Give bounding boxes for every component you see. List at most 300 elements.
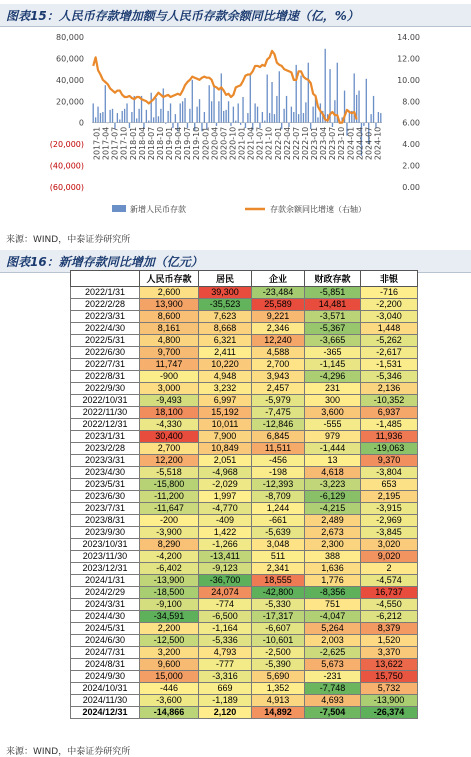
table-row (71, 287, 418, 299)
left-tick-label: 20,000 (56, 97, 84, 107)
x-tick-label: 2020-04 (210, 126, 220, 161)
bar (180, 103, 181, 122)
cell-date: 2022/7/31 (71, 359, 140, 371)
bar (136, 118, 137, 122)
cell-fiscal: -1,444 (305, 443, 361, 455)
cell-rmb-deposit: 9,600 (140, 659, 199, 671)
cell-rmb-deposit: 8,161 (140, 323, 199, 335)
bar (250, 75, 251, 123)
table-row (71, 695, 418, 707)
cell-household: 2,120 (199, 707, 252, 719)
cell-enterprise: 2,700 (252, 359, 305, 371)
bar (312, 107, 313, 123)
cell-nonbank: -5,262 (361, 335, 418, 347)
bar (276, 96, 277, 123)
bar (184, 98, 185, 123)
cell-household: 3,232 (199, 383, 252, 395)
cell-household: 7,900 (199, 431, 252, 443)
x-tick-label: 2024-07 (364, 126, 374, 161)
cell-household: 15,192 (199, 407, 252, 419)
bar (298, 114, 299, 123)
cell-date: 2023/9/30 (71, 527, 140, 539)
cell-rmb-deposit: -18,500 (140, 587, 199, 599)
table-row (71, 371, 418, 383)
cell-household: 10,220 (199, 359, 252, 371)
bar (218, 101, 219, 122)
bar (158, 116, 159, 122)
cell-enterprise: -12,393 (252, 479, 305, 491)
cell-nonbank: -4,574 (361, 575, 418, 587)
cell-fiscal: -1,145 (305, 359, 361, 371)
cell-fiscal: -2,625 (305, 647, 361, 659)
cell-rmb-deposit: -4,330 (140, 419, 199, 431)
cell-fiscal: -231 (305, 671, 361, 683)
table-row (71, 455, 418, 467)
cell-date: 2024/6/30 (71, 635, 140, 647)
x-tick-label: 2019-01 (165, 126, 175, 161)
table-row (71, 431, 418, 443)
table-row (71, 563, 418, 575)
cell-fiscal: 2,489 (305, 515, 361, 527)
cell-date: 2024/10/31 (71, 683, 140, 695)
table-header-row (71, 271, 418, 287)
bar (325, 49, 326, 123)
cell-fiscal: 2,300 (305, 539, 361, 551)
cell-date: 2022/6/30 (71, 347, 140, 359)
cell-household: -4,968 (199, 467, 252, 479)
table-row (71, 479, 418, 491)
table-row (71, 443, 418, 455)
cell-household: 6,321 (199, 335, 252, 347)
bar (225, 110, 226, 123)
cell-nonbank: 6,937 (361, 407, 418, 419)
cell-rmb-deposit: -5,518 (140, 467, 199, 479)
cell-date: 2024/8/31 (71, 659, 140, 671)
bar (93, 103, 94, 122)
cell-household: -409 (199, 515, 252, 527)
table-row (71, 407, 418, 419)
bar (151, 93, 152, 123)
bar (170, 103, 171, 122)
cell-fiscal: 4,693 (305, 695, 361, 707)
cell-nonbank: 5,732 (361, 683, 418, 695)
cell-household: -4,770 (199, 503, 252, 515)
cell-nonbank: 2,195 (361, 491, 418, 503)
x-tick-label: 2017-07 (110, 126, 120, 161)
x-tick-label: 2018-10 (155, 126, 165, 161)
table-row (71, 335, 418, 347)
bar (213, 85, 214, 123)
bar (167, 111, 168, 123)
right-tick-label: 4.00 (402, 140, 420, 150)
cell-date: 2024/1/31 (71, 575, 140, 587)
cell-fiscal: 3,600 (305, 407, 361, 419)
left-tick-label: 40,000 (56, 75, 84, 85)
cell-enterprise: -10,601 (252, 635, 305, 647)
x-tick-label: 2023-04 (319, 126, 329, 161)
cell-fiscal: 2,673 (305, 527, 361, 539)
cell-enterprise: -8,709 (252, 491, 305, 503)
x-axis (93, 127, 383, 160)
bar (204, 112, 205, 123)
cell-fiscal: -3,665 (305, 335, 361, 347)
table-row (71, 491, 418, 503)
cell-fiscal: 14,481 (305, 299, 361, 311)
bar (199, 99, 200, 123)
table-row (71, 707, 418, 719)
cell-enterprise: 5,690 (252, 671, 305, 683)
bar (317, 117, 318, 122)
left-tick-label: 80,000 (56, 33, 84, 42)
table-row (71, 467, 418, 479)
cell-nonbank: -26,374 (361, 707, 418, 719)
cell-date: 2023/8/31 (71, 515, 140, 527)
cell-enterprise: -7,475 (252, 407, 305, 419)
bar (211, 101, 212, 122)
bar (291, 107, 292, 123)
x-tick-label: 2021-04 (246, 126, 256, 161)
table-row (71, 323, 418, 335)
cell-nonbank: -10,352 (361, 395, 418, 407)
right-axis (397, 33, 420, 192)
bar (238, 103, 239, 122)
table-row (71, 299, 418, 311)
x-tick-label: 2021-01 (237, 126, 247, 161)
cell-household: -5,336 (199, 635, 252, 647)
bar (119, 120, 120, 123)
left-axis (50, 33, 84, 192)
cell-rmb-deposit: 8,290 (140, 539, 199, 551)
cell-nonbank: -4,550 (361, 599, 418, 611)
cell-household: 2,051 (199, 455, 252, 467)
cell-date: 2024/9/30 (71, 671, 140, 683)
table-row (71, 359, 418, 371)
cell-date: 2023/1/31 (71, 431, 140, 443)
cell-nonbank: 11,936 (361, 431, 418, 443)
bar (148, 121, 149, 123)
cell-enterprise: 4,588 (252, 347, 305, 359)
cell-household: -36,700 (199, 575, 252, 587)
bar (175, 114, 176, 123)
x-tick-label: 2022-01 (273, 126, 283, 161)
cell-nonbank: 8,379 (361, 623, 418, 635)
bar (262, 112, 263, 123)
bar (230, 123, 231, 126)
cell-nonbank: 1,448 (361, 323, 418, 335)
cell-date: 2024/11/30 (71, 695, 140, 707)
cell-fiscal: 388 (305, 551, 361, 563)
bar (373, 96, 374, 123)
right-tick-label: 2.00 (402, 161, 420, 171)
cell-household: 1,997 (199, 491, 252, 503)
x-tick-label: 2024-01 (346, 126, 356, 161)
left-tick-label: (60,000) (49, 183, 84, 192)
bar (269, 113, 270, 123)
cell-fiscal: -5,367 (305, 323, 361, 335)
x-tick-label: 2018-07 (146, 126, 156, 161)
cell-nonbank: -1,531 (361, 359, 418, 371)
x-tick-label: 2020-07 (219, 126, 229, 161)
cell-household: 2,411 (199, 347, 252, 359)
cell-date: 2023/6/30 (71, 491, 140, 503)
cell-household: 39,300 (199, 287, 252, 299)
cell-nonbank: 2 (361, 563, 418, 575)
table-row (71, 383, 418, 395)
cell-household: -6,500 (199, 611, 252, 623)
bar (153, 117, 154, 122)
bar (305, 102, 306, 122)
cell-enterprise: -17,317 (252, 611, 305, 623)
cell-rmb-deposit: 9,700 (140, 347, 199, 359)
cell-rmb-deposit: -4,200 (140, 551, 199, 563)
cell-nonbank: 653 (361, 479, 418, 491)
cell-enterprise: -661 (252, 515, 305, 527)
cell-fiscal: -3,571 (305, 311, 361, 323)
cell-household: 10,011 (199, 419, 252, 431)
left-tick-label: (40,000) (49, 161, 84, 171)
bar (138, 109, 139, 123)
bar (95, 117, 96, 122)
right-tick-label: 10.00 (397, 75, 420, 85)
header-rmb-deposit: 人民币存款 (140, 271, 199, 287)
cell-date: 2023/7/31 (71, 503, 140, 515)
cell-enterprise: 11,511 (252, 443, 305, 455)
bar (308, 63, 309, 123)
cell-rmb-deposit: -12,500 (140, 635, 199, 647)
x-tick-label: 2018-04 (137, 126, 147, 161)
cell-date: 2022/8/31 (71, 371, 140, 383)
cell-rmb-deposit: 2,700 (140, 443, 199, 455)
bar (271, 82, 272, 123)
cell-nonbank: -3,804 (361, 467, 418, 479)
cell-date: 2022/5/31 (71, 335, 140, 347)
bar (233, 107, 234, 123)
table-row (71, 515, 418, 527)
cell-fiscal: 231 (305, 383, 361, 395)
cell-nonbank: -3,915 (361, 503, 418, 515)
bar (334, 100, 335, 123)
cell-household: 6,997 (199, 395, 252, 407)
right-tick-label: 0.00 (402, 183, 420, 192)
bar (303, 113, 304, 123)
cell-fiscal: -7,748 (305, 683, 361, 695)
table-row (71, 551, 418, 563)
header-nonbank: 非银 (361, 271, 418, 287)
legend-bar-swatch (112, 205, 126, 212)
table-row (71, 611, 418, 623)
deposit-chart (0, 24, 471, 224)
cell-nonbank: -1,485 (361, 419, 418, 431)
table-row (71, 683, 418, 695)
header-household: 居民 (199, 271, 252, 287)
cell-rmb-deposit: 8,600 (140, 311, 199, 323)
bar (105, 85, 106, 123)
bar (97, 107, 98, 123)
bar (112, 109, 113, 123)
cell-enterprise: -5,979 (252, 395, 305, 407)
table-row (71, 647, 418, 659)
cell-date: 2024/12/31 (71, 707, 140, 719)
bar (283, 109, 284, 123)
cell-fiscal: -5,851 (305, 287, 361, 299)
bar (182, 101, 183, 122)
cell-date: 2023/11/30 (71, 551, 140, 563)
bar (100, 113, 101, 123)
cell-enterprise: 9,221 (252, 311, 305, 323)
x-tick-label: 2023-01 (310, 126, 320, 161)
bar (267, 75, 268, 123)
bar (380, 113, 381, 123)
table-row (71, 623, 418, 635)
bar (370, 114, 371, 123)
left-tick-label: 60,000 (56, 54, 84, 64)
figure15-title: 图表15：人民币存款增加额与人民币存款余额同比增速（亿，%） (6, 9, 359, 23)
bar (358, 91, 359, 123)
bar (242, 97, 243, 123)
cell-rmb-deposit: -3,600 (140, 695, 199, 707)
cell-rmb-deposit: -34,591 (140, 611, 199, 623)
cell-rmb-deposit: -11,200 (140, 491, 199, 503)
cell-nonbank: 1,520 (361, 635, 418, 647)
cell-fiscal: 1,776 (305, 575, 361, 587)
figure16-title: 图表16：新增存款同比增加（亿元） (6, 255, 203, 269)
cell-rmb-deposit: 11,747 (140, 359, 199, 371)
x-tick-label: 2019-10 (192, 126, 202, 161)
right-tick-label: 14.00 (397, 33, 420, 42)
bar (296, 65, 297, 123)
legend-bar-label: 新增人民币存款 (130, 205, 186, 214)
table-row (71, 539, 418, 551)
x-tick-label: 2018-01 (128, 126, 138, 161)
cell-rmb-deposit: -6,402 (140, 563, 199, 575)
cell-fiscal: -3,223 (305, 479, 361, 491)
right-tick-label: 12.00 (397, 54, 420, 64)
cell-date: 2022/2/28 (71, 299, 140, 311)
bar (288, 123, 289, 127)
x-tick-label: 2017-10 (119, 126, 129, 161)
cell-fiscal: -6,129 (305, 491, 361, 503)
bar (300, 76, 301, 123)
x-tick-label: 2024-10 (373, 126, 383, 161)
cell-rmb-deposit: -9,100 (140, 599, 199, 611)
cell-fiscal: 4,618 (305, 467, 361, 479)
bar (378, 112, 379, 123)
cell-date: 2023/5/31 (71, 479, 140, 491)
cell-rmb-deposit: -446 (140, 683, 199, 695)
cell-date: 2022/3/31 (71, 311, 140, 323)
cell-rmb-deposit: -13,900 (140, 575, 199, 587)
right-tick-label: 6.00 (402, 118, 420, 128)
cell-nonbank: 3,020 (361, 539, 418, 551)
cell-nonbank: -19,063 (361, 443, 418, 455)
bar (228, 101, 229, 122)
cell-enterprise: -2,500 (252, 647, 305, 659)
bar (279, 71, 280, 122)
bar (363, 123, 364, 126)
cell-enterprise: 2,346 (252, 323, 305, 335)
cell-enterprise: -5,639 (252, 527, 305, 539)
x-tick-label: 2022-07 (291, 126, 301, 161)
cell-date: 2022/11/30 (71, 407, 140, 419)
cell-date: 2024/5/31 (71, 623, 140, 635)
right-tick-label: 8.00 (402, 97, 420, 107)
cell-nonbank: -3,845 (361, 527, 418, 539)
cell-fiscal: -4,296 (305, 371, 361, 383)
cell-household: 7,623 (199, 311, 252, 323)
bar (293, 112, 294, 123)
deposit-growth-line (93, 51, 356, 123)
cell-date: 2022/9/30 (71, 383, 140, 395)
header-date (71, 271, 140, 287)
cell-enterprise: -12,846 (252, 419, 305, 431)
cell-fiscal: 300 (305, 395, 361, 407)
cell-enterprise: 12,240 (252, 335, 305, 347)
bar (122, 111, 123, 123)
table-row (71, 599, 418, 611)
cell-household: 669 (199, 683, 252, 695)
cell-enterprise: -5,330 (252, 599, 305, 611)
cell-fiscal: 1,636 (305, 563, 361, 575)
bar (146, 110, 147, 123)
cell-fiscal: -4,215 (305, 503, 361, 515)
cell-nonbank: -2,617 (361, 347, 418, 359)
bar (235, 121, 236, 123)
x-tick-label: 2019-04 (174, 126, 184, 161)
cell-date: 2024/7/31 (71, 647, 140, 659)
table-row (71, 659, 418, 671)
cell-enterprise: 14,892 (252, 707, 305, 719)
cell-rmb-deposit: -200 (140, 515, 199, 527)
cell-rmb-deposit: 30,400 (140, 431, 199, 443)
cell-nonbank: -5,346 (361, 371, 418, 383)
legend-line-label: 存款余额同比增速（右轴） (270, 205, 366, 214)
table-row (71, 311, 418, 323)
cell-rmb-deposit: 2,200 (140, 623, 199, 635)
cell-household: -1,189 (199, 695, 252, 707)
cell-date: 2023/3/31 (71, 455, 140, 467)
bar (160, 109, 161, 123)
cell-enterprise: -23,484 (252, 287, 305, 299)
cell-nonbank: -13,900 (361, 695, 418, 707)
cell-nonbank: -2,200 (361, 299, 418, 311)
cell-enterprise: 1,352 (252, 683, 305, 695)
cell-enterprise: -198 (252, 467, 305, 479)
cell-date: 2022/4/30 (71, 323, 140, 335)
cell-rmb-deposit: 18,100 (140, 407, 199, 419)
table-row (71, 347, 418, 359)
cell-household: -777 (199, 659, 252, 671)
bar (216, 123, 217, 126)
cell-household: 4,948 (199, 371, 252, 383)
cell-date: 2024/4/30 (71, 611, 140, 623)
cell-household: -9,123 (199, 563, 252, 575)
deposit-table (70, 270, 418, 719)
cell-fiscal: -555 (305, 419, 361, 431)
x-tick-label: 2021-10 (264, 126, 274, 161)
cell-nonbank: 9,020 (361, 551, 418, 563)
bar (117, 113, 118, 123)
table-row (71, 635, 418, 647)
table-row (71, 587, 418, 599)
x-tick-label: 2020-10 (228, 126, 238, 161)
bar (163, 88, 164, 122)
header-fiscal: 财政存款 (305, 271, 361, 287)
table-row (71, 527, 418, 539)
cell-date: 2023/4/30 (71, 467, 140, 479)
bar (196, 107, 197, 123)
cell-rmb-deposit: -9,493 (140, 395, 199, 407)
x-tick-label: 2017-04 (101, 126, 111, 161)
